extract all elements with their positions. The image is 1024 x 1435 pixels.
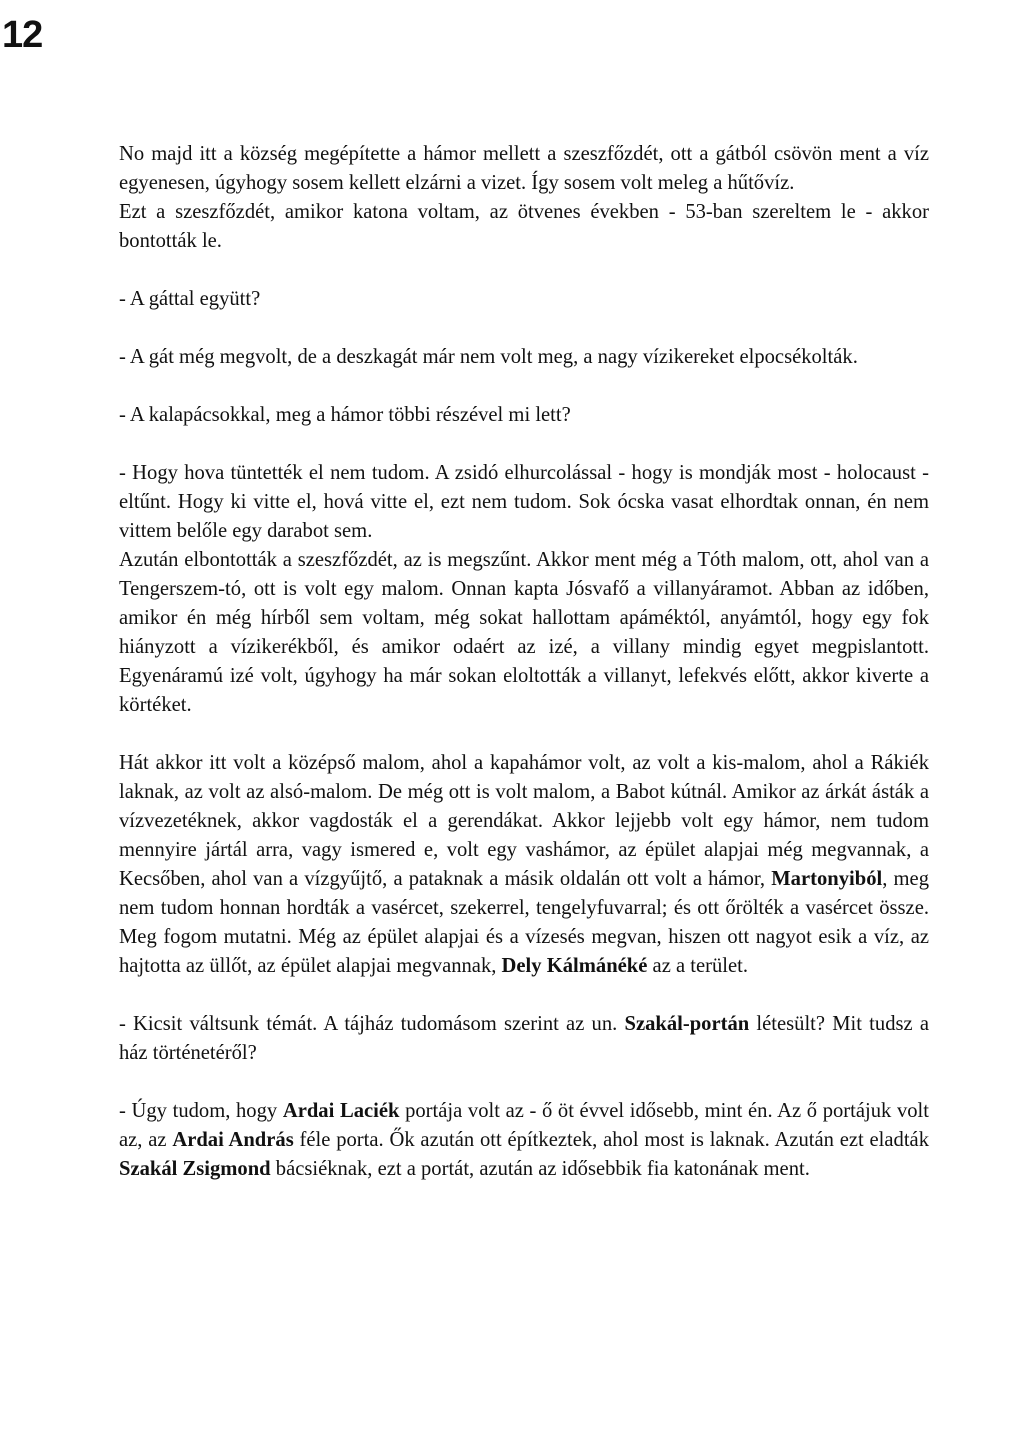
bold-name-text: Martonyiból: [771, 868, 883, 890]
paragraph: [119, 1010, 929, 1068]
paragraph: [119, 285, 929, 314]
paragraph-text: Ezt a szeszfőzdét, amikor katona voltam, az ötvenes években - 53-ban szereltem le - akkor bontották le.: [119, 201, 929, 252]
paragraph-text: féle porta. Ők azután ott építkeztek, ahol most is laknak. Azután ezt eladták: [293, 1129, 929, 1151]
bold-name-text: Dely Kálmánéké: [501, 955, 648, 977]
bold-name-text: Ardai András: [172, 1129, 294, 1151]
paragraph-text: portája volt az - ő öt évvel idősebb, mint én. Az ő portájuk volt az, az: [119, 1100, 929, 1151]
paragraph-text: - Kicsit váltsunk témát. A tájház tudomásom szerint az un.: [119, 1013, 625, 1035]
paragraph: [119, 401, 929, 430]
bold-name-text: Szakál Zsigmond: [119, 1158, 271, 1180]
paragraph-text: - Hogy hova tüntették el nem tudom. A zsidó elhurcolással - hogy is mondják most - holocaust - eltűnt. Hogy ki vitte el, hová vitte el, ezt nem tudom. Sok ócska vasat elhordtak onnan, én nem vittem belőle egy darabot sem.: [119, 462, 929, 542]
paragraph-text: - A kalapácsokkal, meg a hámor többi részével mi lett?: [119, 404, 571, 426]
paragraph: [119, 546, 929, 720]
page-body: [119, 140, 929, 1184]
paragraph: [119, 1097, 929, 1184]
paragraph-text: Azután elbontották a szeszfőzdét, az is megszűnt. Akkor ment még a Tóth malom, ott, ahol van a Tengerszem-tó, ott is volt egy malom. Onnan kapta Jósvafő a villanyáramot. Abban az időben, amikor én még hírből sem voltam, még sokat hallottam apáméktól, anyámtól, hogy egy fok hiányzott a vízikerékből, és amikor odaért az izé, a villany mindig egyet megpislantott. Egyenáramú izé volt, úgyhogy ha már sokan eloltották a villanyt, lefekvés előtt, akkor kiverte a körtéket.: [119, 549, 929, 716]
paragraph-text: az a terület.: [647, 955, 749, 977]
paragraph: [119, 198, 929, 256]
paragraph-text: létesült? Mit tudsz a ház történetéről?: [119, 1013, 929, 1064]
paragraph-text: , meg nem tudom honnan hordták a vasércet, szekerrel, tengelyfuvarral; és ott őrölték a vasércet össze. Meg fogom mutatni. Még az épület alapjai és a vízesés megvan, hiszen ott nagyot esik a víz, az hajtotta az üllőt, az épület alapjai megvannak,: [119, 868, 929, 977]
bold-name-text: Ardai Laciék: [282, 1100, 400, 1122]
paragraph-text: bácsiéknak, ezt a portát, azután az idősebbik fia katonának ment.: [270, 1158, 810, 1180]
paragraph-text: No majd itt a község megépítette a hámor mellett a szeszfőzdét, ott a gátból csövön ment a víz egyenesen, úgyhogy sosem kellett elzárni a vizet. Így sosem volt meleg a hűtővíz.: [119, 143, 929, 194]
paragraph: [119, 343, 929, 372]
paragraph-text: - Úgy tudom, hogy: [119, 1100, 283, 1122]
paragraph: [119, 140, 929, 198]
bold-name-text: Szakál-portán: [624, 1013, 750, 1035]
paragraph: [119, 749, 929, 981]
paragraph: [119, 459, 929, 546]
paragraph-text: Hát akkor itt volt a középső malom, ahol a kapahámor volt, az volt a kis-malom, ahol a Rákiék laknak, az volt az alsó-malom. De még ott is volt malom, a Babot kútnál. Amikor az árkát ásták a vízvezetéknek, akkor vagdosták el a gerendákat. Akkor lejjebb volt egy hámor, nem tudom mennyire jártál arra, vagy ismered e, volt egy vashámor, az épület alapjai még megvannak, a Kecsőben, ahol van a vízgyűjtő, a pataknak a másik oldalán ott volt a hámor,: [119, 752, 929, 890]
paragraph-text: - A gát még megvolt, de a deszkagát már nem volt meg, a nagy vízikereket elpocsékolták.: [119, 346, 858, 368]
page-number: 12: [2, 14, 43, 56]
paragraph-text: - A gáttal együtt?: [119, 288, 261, 310]
